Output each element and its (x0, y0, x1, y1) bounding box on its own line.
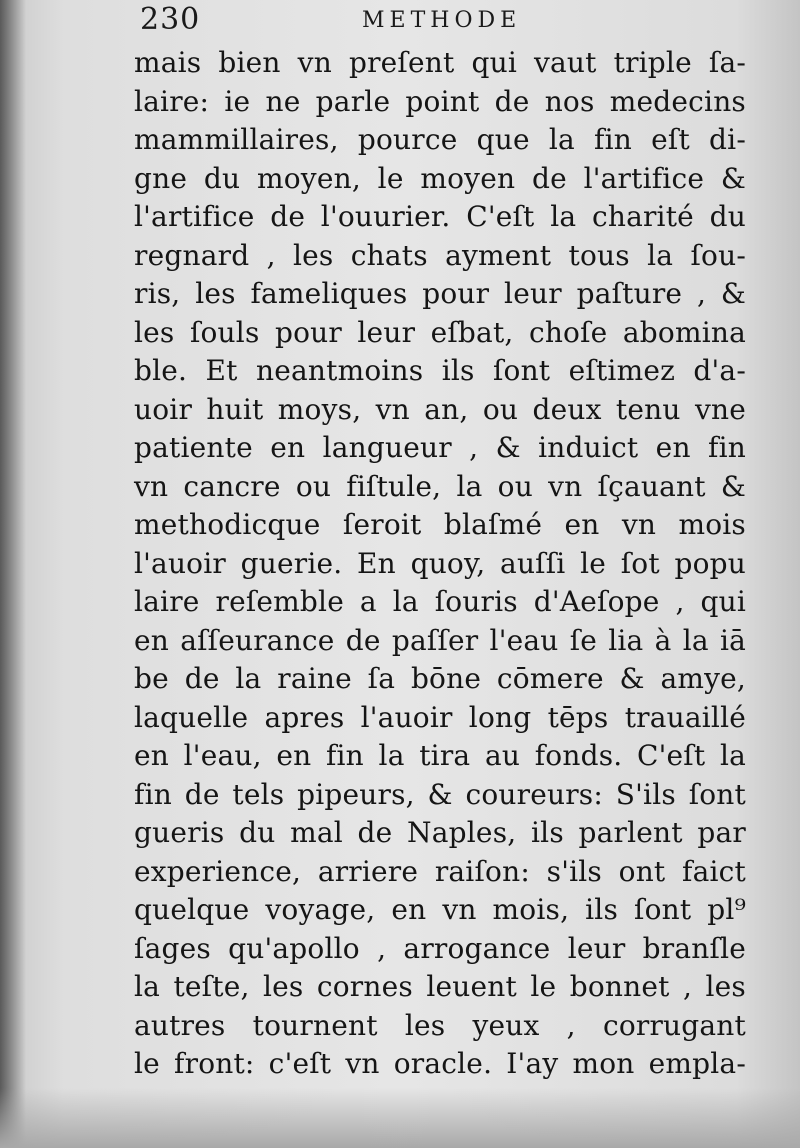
text-line: autres tournent les yeux , corrugant (134, 1008, 746, 1042)
text-line: la teſte, les cornes leuent le bonnet , les (134, 970, 746, 1003)
text-line: experience, arriere raiſon: s'ils ont faict (134, 854, 746, 888)
text-line: le front: c'eſt vn oracle. I'ay mon empla- (134, 1047, 746, 1080)
running-head: METHODE (362, 8, 522, 33)
text-line: uoir huit moys, vn an, ou deux tenu vne (134, 392, 746, 426)
page-header (140, 2, 740, 40)
text-line: mais bien vn preſent qui vaut triple ſa- (134, 46, 746, 79)
text-line: vn cancre ou fiſtule, la ou vn ſçauant & (134, 469, 746, 503)
text-line: ble. Et neantmoins ils ſont eſtimez d'a- (134, 354, 746, 387)
text-line: gne du moyen, le moyen de l'artifice & (134, 161, 746, 195)
text-line: be de la raine ſa bōne cōmere & amye, (134, 662, 746, 695)
text-line: regnard , les chats ayment tous la ſou- (134, 238, 746, 272)
text-line: mammillaires, pource que la fin eſt di- (134, 123, 746, 156)
text-line: en aſſeurance de paſſer l'eau ſe lia à la iā (134, 623, 746, 657)
text-line: ſages qu'apollo , arrogance leur branſle (134, 931, 746, 965)
text-line: quelque voyage, en vn mois, ils ſont pl⁹ (134, 893, 746, 926)
text-line: l'artifice de l'ouurier. C'eſt la charité du (134, 200, 746, 233)
text-line: laire: ie ne parle point de nos medecins (134, 84, 746, 118)
text-line: gueris du mal de Naples, ils parlent par (134, 816, 746, 849)
text-line: en l'eau, en fin la tira au fonds. C'eſt la (134, 739, 746, 772)
text-line: ris, les fameliques pour leur paſture , & (134, 277, 746, 310)
text-line: fin de tels pipeurs, & coureurs: S'ils ſont (134, 777, 746, 811)
page-number: 230 (140, 2, 201, 37)
body-text (134, 44, 746, 1084)
text-line: methodicque ſeroit blaſmé en vn mois (134, 508, 746, 541)
text-line: patiente en langueur , & induict en fin (134, 431, 746, 464)
binding-shadow (0, 0, 26, 1148)
text-line: laquelle apres l'auoir long tēps trauaillé (134, 700, 746, 734)
text-line: laire reſemble a la ſouris d'Aeſope , qui (134, 585, 746, 618)
text-line: l'auoir guerie. En quoy, auſſi le ſot popu (134, 546, 746, 580)
page-bottom-shadow (0, 1088, 800, 1148)
text-line: les ſouls pour leur eſbat, choſe abomina (134, 315, 746, 349)
